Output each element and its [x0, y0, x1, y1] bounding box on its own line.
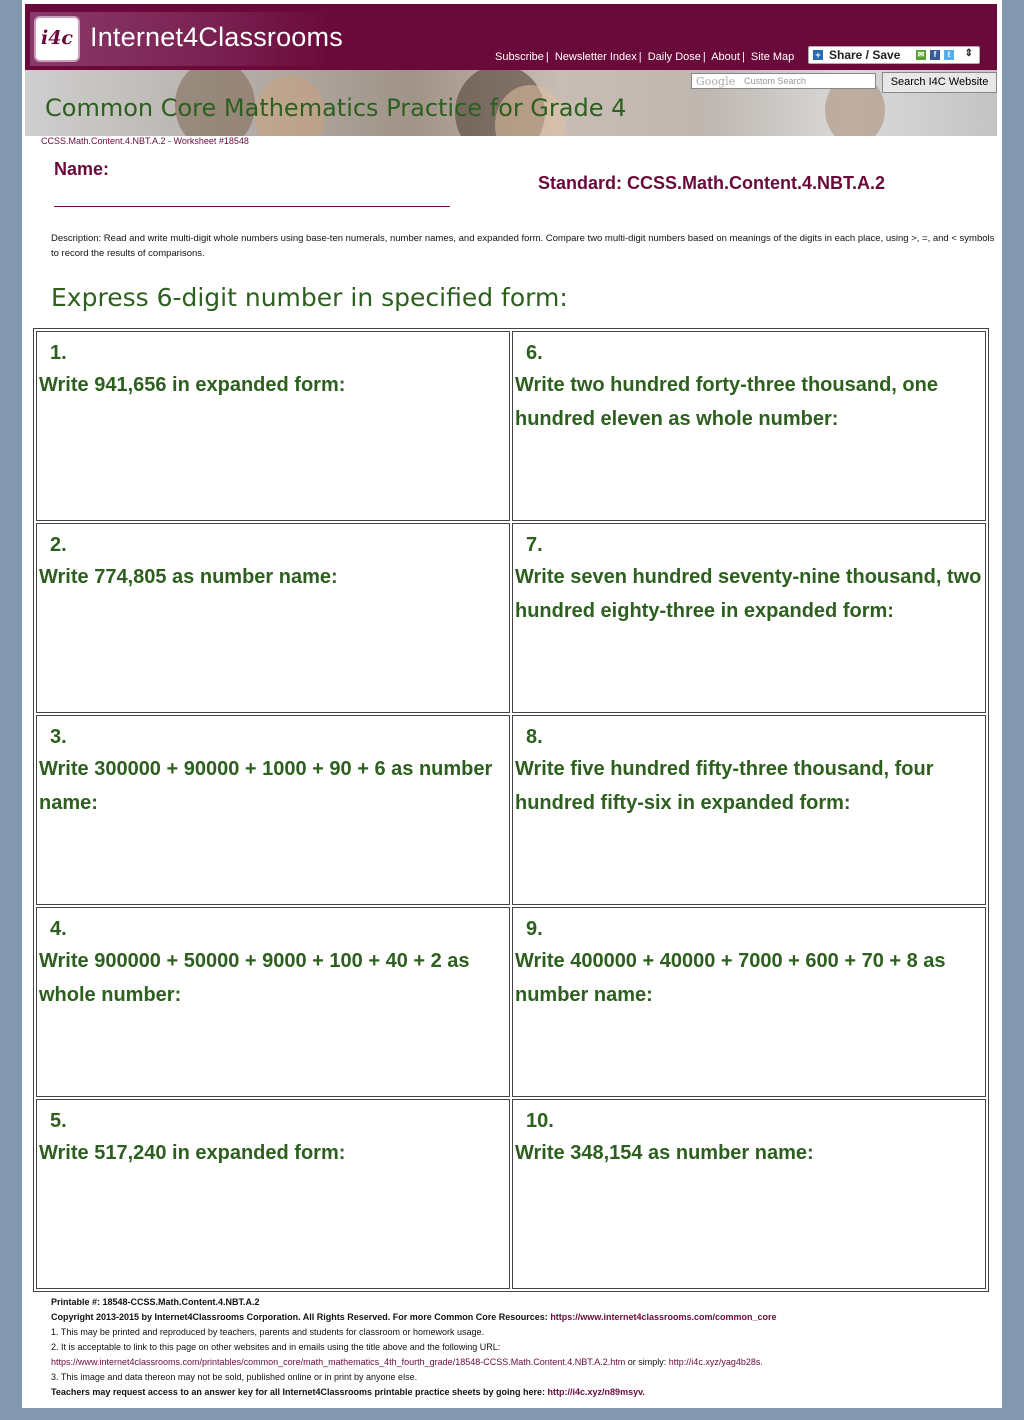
- site-name: Internet4Classrooms: [90, 22, 343, 52]
- short-url-link[interactable]: http://i4c.xyz/yag4b28s.: [668, 1357, 763, 1367]
- nav-about[interactable]: About: [711, 51, 740, 63]
- answer-key-note: [51, 1385, 991, 1400]
- breadcrumb: CCSS.Math.Content.4.NBT.A.2 - Worksheet #18548: [41, 136, 249, 146]
- nav-site-map[interactable]: Site Map: [750, 51, 795, 63]
- question-cell: [36, 715, 510, 905]
- share-plus-icon: +: [813, 50, 823, 60]
- page-title: Common Core Mathematics Practice for Grade 4: [45, 94, 627, 122]
- nav-newsletter-index[interactable]: Newsletter Index: [554, 51, 637, 63]
- question-number: 6.: [526, 342, 543, 364]
- page-url-link[interactable]: https://www.internet4classrooms.com/printables/common_core/math_mathematics_4th_fourth_grade/18548-CCSS.Math.Content.4.NBT.A.2.htm: [51, 1357, 626, 1367]
- question-cell: [512, 523, 986, 713]
- standard-label: Standard: CCSS.Math.Content.4.NBT.A.2: [538, 173, 886, 193]
- printable-number: Printable #: 18548-CCSS.Math.Content.4.NBT.A.2: [51, 1297, 260, 1307]
- site-logo[interactable]: [30, 12, 343, 66]
- nav-daily-dose[interactable]: Daily Dose: [647, 51, 701, 63]
- description: Description: Read and write multi-digit whole numbers using base-ten numerals, number names, and expanded form. Compare two multi-digit numbers based on meanings of the digits in each place, using >, =, and < symbols to record the results of comparisons.: [51, 233, 995, 259]
- question-number: 10.: [526, 1110, 554, 1132]
- search-placeholder: Custom Search: [744, 76, 807, 86]
- question-text: Write seven hundred seventy-nine thousand, two hundred eighty-three in expanded form:: [515, 566, 982, 622]
- usage-note-2: 2. It is acceptable to link to this page on other websites and in emails using the title above and the following URL:: [51, 1342, 501, 1352]
- question-number: 7.: [526, 534, 543, 556]
- share-save-button[interactable]: [808, 46, 980, 64]
- question-cell: [36, 331, 510, 521]
- copyright-text: Copyright 2013-2015 by Internet4Classrooms Corporation. All Rights Reserved. For more Common Core Resources:: [51, 1312, 548, 1322]
- page: [22, 0, 1002, 1408]
- logo-mark-icon: i4c: [34, 16, 80, 62]
- twitter-icon: t: [944, 50, 954, 60]
- header-bar: [25, 4, 997, 70]
- search-button[interactable]: Search I4C Website: [882, 72, 997, 93]
- question-number: 8.: [526, 726, 543, 748]
- question-text: Write 348,154 as number name:: [515, 1142, 814, 1164]
- banner: [25, 70, 997, 136]
- question-cell: [512, 715, 986, 905]
- question-text: Write 941,656 in expanded form:: [39, 374, 346, 396]
- facebook-icon: f: [930, 50, 940, 60]
- usage-note-3: 3. This image and data thereon may not be sold, published online or in print by anyone else.: [51, 1372, 418, 1382]
- name-line: [54, 206, 450, 207]
- question-text: Write 774,805 as number name:: [39, 566, 338, 588]
- top-nav: Subscribe | Newsletter Index | Daily Dose | About | Site Map: [495, 51, 795, 63]
- share-label: Share / Save: [829, 48, 901, 62]
- question-cell: [36, 523, 510, 713]
- question-text: Write 300000 + 90000 + 1000 + 90 + 6 as number name:: [39, 758, 493, 814]
- question-cell: [512, 907, 986, 1097]
- question-number: 9.: [526, 918, 543, 940]
- question-text: Write 517,240 in expanded form:: [39, 1142, 346, 1164]
- or-simply-text: or simply:: [625, 1357, 669, 1367]
- search-input[interactable]: [691, 73, 876, 89]
- question-cell: [512, 1099, 986, 1289]
- answer-key-text: Teachers may request access to an answer key for all Internet4Classrooms printable practice sheets by going here:: [51, 1387, 546, 1397]
- question-number: 4.: [50, 918, 67, 940]
- section-title: Express 6-digit number in specified form:: [51, 283, 568, 312]
- nav-subscribe[interactable]: Subscribe: [495, 51, 544, 63]
- question-cell: [36, 907, 510, 1097]
- question-text: Write five hundred fifty-three thousand, four hundred fifty-six in expanded form:: [515, 758, 934, 814]
- footer: [51, 1295, 991, 1400]
- answer-key-link[interactable]: http://i4c.xyz/n89msyv.: [547, 1387, 645, 1397]
- copyright: [51, 1310, 991, 1325]
- question-text: Write 900000 + 50000 + 9000 + 100 + 40 + 2 as whole number:: [39, 950, 470, 1006]
- question-number: 3.: [50, 726, 67, 748]
- question-text: Write two hundred forty-three thousand, one hundred eleven as whole number:: [515, 374, 938, 430]
- usage-note-1: 1. This may be printed and reproduced by teachers, parents and students for classroom or homework usage.: [51, 1327, 485, 1337]
- usage-note-2-url: [51, 1355, 991, 1370]
- question-number: 5.: [50, 1110, 67, 1132]
- question-text: Write 400000 + 40000 + 7000 + 600 + 70 + 8 as number name:: [515, 950, 946, 1006]
- question-cell: [512, 331, 986, 521]
- share-email-icon: ✉: [917, 50, 925, 59]
- google-logo: Google: [696, 75, 736, 88]
- share-dropdown-icon: ⇕: [964, 48, 973, 59]
- question-number: 2.: [50, 534, 67, 556]
- name-label: Name:: [54, 159, 110, 179]
- common-core-link[interactable]: https://www.internet4classrooms.com/common_core: [550, 1312, 777, 1322]
- question-number: 1.: [50, 342, 67, 364]
- question-cell: [36, 1099, 510, 1289]
- question-grid: [33, 328, 989, 1292]
